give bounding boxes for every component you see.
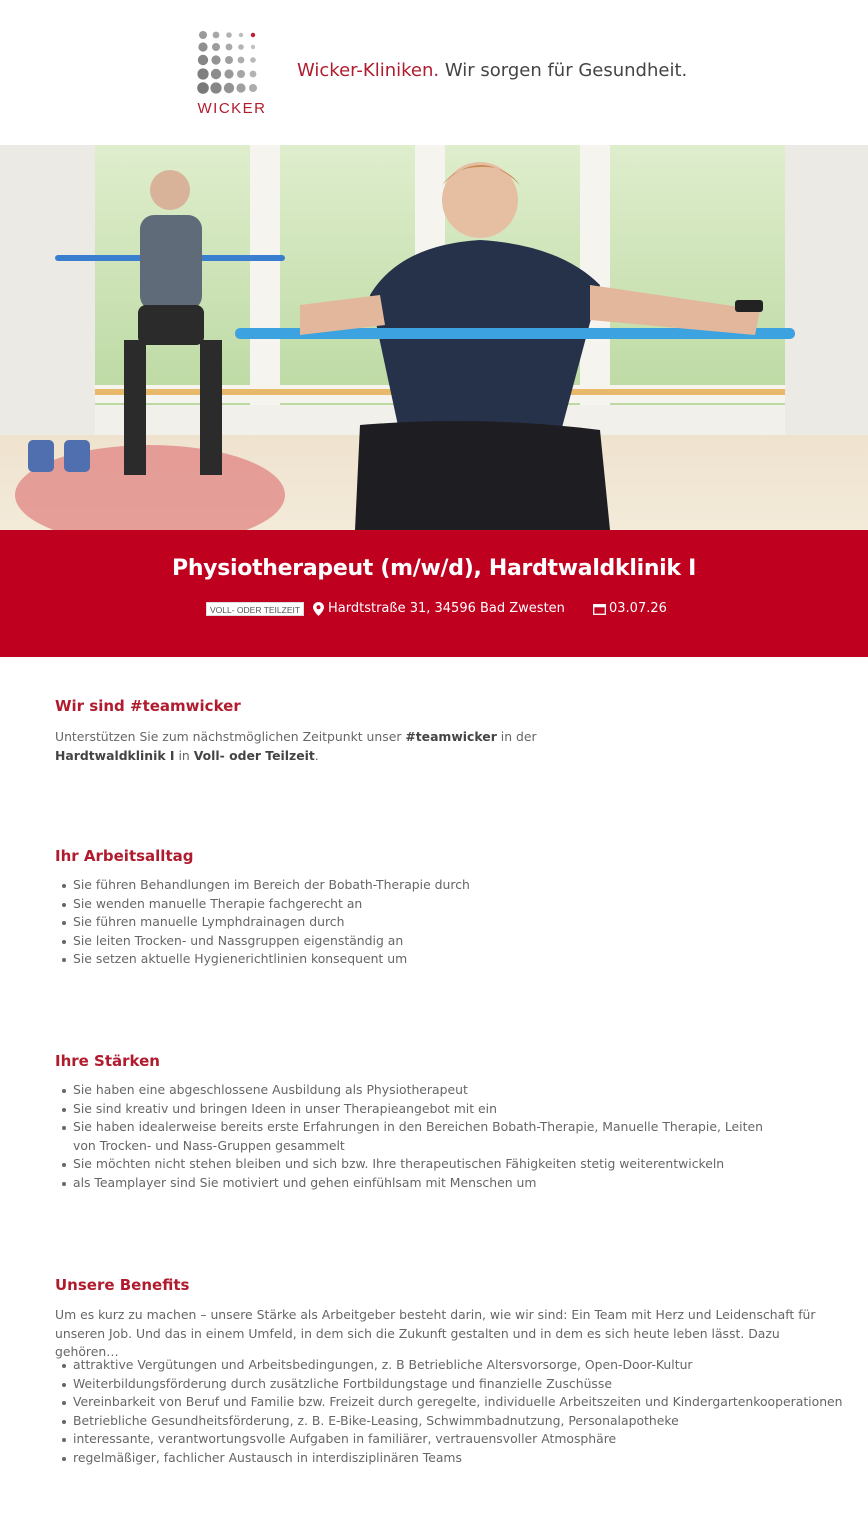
job-title: Physiotherapeut (m/w/d), Hardtwaldklinik I [172, 556, 696, 581]
list-item: Sie führen Behandlungen im Bereich der Bobath-Therapie durch [73, 876, 833, 895]
list-item: regelmäßiger, fachlicher Austausch in interdisziplinären Teams [73, 1449, 863, 1468]
section-title-benefits: Unsere Benefits [55, 1276, 190, 1294]
intro-bold-teamwicker: #teamwicker [405, 729, 497, 744]
intro-text-3: in [174, 748, 194, 763]
calendar-icon [593, 603, 606, 615]
job-date [593, 601, 667, 616]
list-item: attraktive Vergütungen und Arbeitsbedingungen, z. B Betriebliche Altersvorsorge, Open-Door-Kultur [73, 1356, 863, 1375]
staerken-list [73, 1081, 773, 1193]
list-item: Sie führen manuelle Lymphdrainagen durch [73, 913, 833, 932]
intro-bold-time: Voll- oder Teilzeit [193, 748, 315, 763]
job-location [313, 601, 565, 616]
list-item: Betriebliche Gesundheitsförderung, z. B. E-Bike-Leasing, Schwimmbadnutzung, Personalapotheke [73, 1412, 863, 1431]
list-item: Weiterbildungsförderung durch zusätzliche Fortbildungstage und finanzielle Zuschüsse [73, 1375, 863, 1394]
job-location-text: Hardtstraße 31, 34596 Bad Zwesten [328, 601, 565, 616]
benefits-list [73, 1356, 863, 1468]
slogan-brand: Wicker-Kliniken. [297, 60, 440, 81]
section-title-arbeitsalltag: Ihr Arbeitsalltag [55, 847, 194, 865]
hero-photo-illustration [0, 145, 868, 530]
list-item: als Teamplayer sind Sie motiviert und gehen einfühlsam mit Menschen um [73, 1174, 773, 1193]
intro-text-2: in der [496, 729, 537, 744]
intro-paragraph [55, 727, 825, 765]
intro-text-1: Unterstützen Sie zum nächstmöglichen Zeitpunkt unser [55, 729, 406, 744]
hero-image [0, 145, 868, 530]
list-item: Sie haben idealerweise bereits erste Erfahrungen in den Bereichen Bobath-Therapie, Manuelle Therapie, Leiten von Trocken- und Nass-Gruppen gesammelt [73, 1118, 773, 1155]
list-item: interessante, verantwortungsvolle Aufgaben in familiärer, vertrauensvoller Atmosphäre [73, 1430, 863, 1449]
site-header [0, 0, 868, 145]
wicker-logo[interactable] [196, 30, 268, 120]
employment-type-badge: VOLL- ODER TEILZEIT [206, 602, 304, 616]
wicker-logo-dots [196, 30, 268, 100]
logo-wordmark: WICKER [197, 100, 267, 117]
section-title-intro: Wir sind #teamwicker [55, 697, 241, 715]
intro-bold-clinic: Hardtwaldklinik I [55, 748, 175, 763]
section-title-staerken: Ihre Stärken [55, 1052, 160, 1070]
slogan-text: Wir sorgen für Gesundheit. [439, 60, 688, 81]
list-item: Sie haben eine abgeschlossene Ausbildung als Physiotherapeut [73, 1081, 773, 1100]
list-item: Vereinbarkeit von Beruf und Familie bzw. Freizeit durch geregelte, individuelle Arbeitszeiten und Kindergartenkooperationen [73, 1393, 863, 1412]
benefits-intro: Um es kurz zu machen – unsere Stärke als Arbeitgeber besteht darin, wie wir sind: Ein Team mit Herz und Leidenschaft für unseren Job. Und das in einem Umfeld, in dem sich die Zukunft gestalten und in dem es sich heute leben lässt. Dazu gehören… [55, 1307, 816, 1360]
slogan [297, 60, 687, 81]
list-item: Sie sind kreativ und bringen Ideen in unser Therapieangebot mit ein [73, 1100, 773, 1119]
list-item: Sie leiten Trocken- und Nassgruppen eigenständig an [73, 932, 833, 951]
list-item: Sie setzen aktuelle Hygienerichtlinien konsequent um [73, 950, 833, 969]
job-header-band [0, 530, 868, 657]
list-item: Sie möchten nicht stehen bleiben und sich bzw. Ihre therapeutischen Fähigkeiten stetig weiterentwickeln [73, 1155, 773, 1174]
map-pin-icon [313, 602, 324, 616]
arbeitsalltag-list [73, 876, 833, 969]
intro-text-4: . [314, 748, 319, 763]
job-date-text: 03.07.26 [609, 601, 667, 616]
list-item: Sie wenden manuelle Therapie fachgerecht an [73, 895, 833, 914]
